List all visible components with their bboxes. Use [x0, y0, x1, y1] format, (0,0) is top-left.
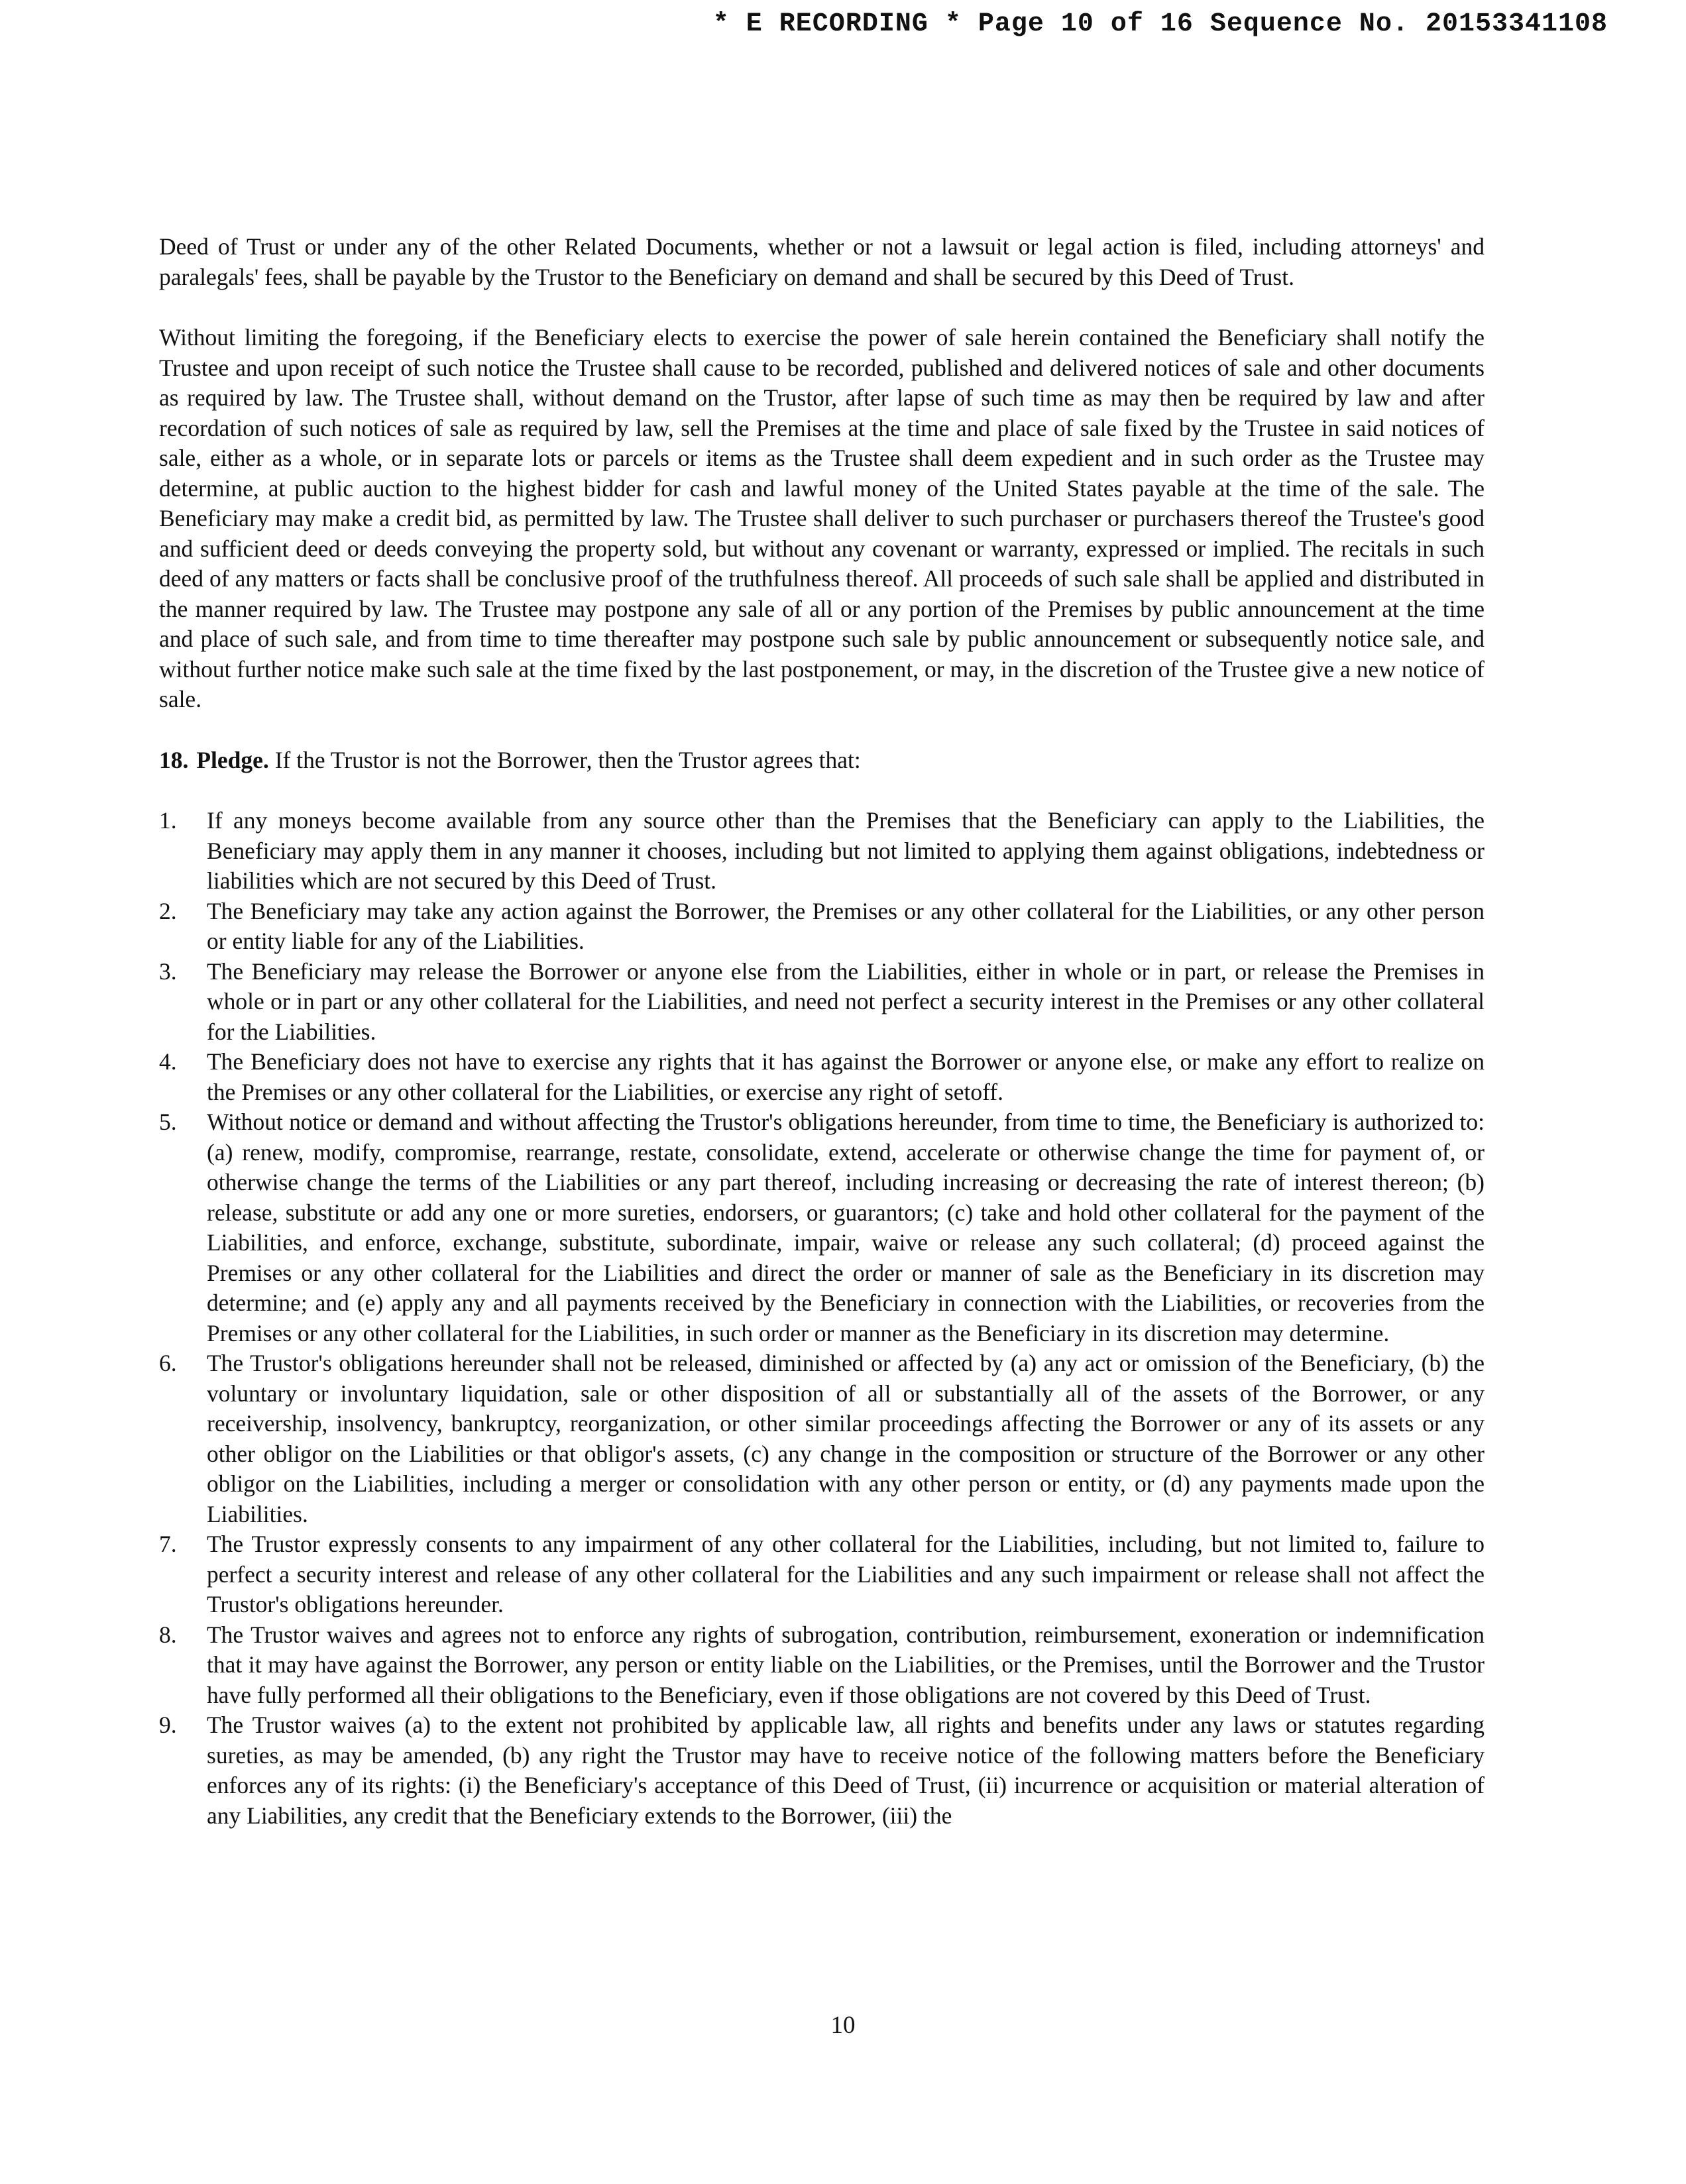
- list-item: [159, 1348, 1485, 1529]
- list-item-text: The Beneficiary may take any action against the Borrower, the Premises or any other collateral for the Liabilities, or any other person or entity liable for any of the Liabilities.: [207, 897, 1485, 954]
- list-item: [159, 957, 1485, 1048]
- page-number: 10: [830, 2012, 856, 2039]
- list-item-number: 5.: [159, 1109, 177, 1135]
- list-item-number: 8.: [159, 1621, 177, 1648]
- list-item-number: 2.: [159, 897, 177, 924]
- list-item: [159, 1710, 1485, 1831]
- list-item-text: The Trustor waives (a) to the extent not prohibited by applicable law, all rights and benefits under any laws or statutes regarding sureties, as may be amended, (b) any right the Trustor may have to receive notice of the following matters before the Beneficiary enforces any of its rights: (i) the Beneficiary's acceptance of this Deed of Trust, (ii) incurrence or acquisition or material alteration of any Liabilities, any credit that the Beneficiary extends to the Borrower, (iii) the: [207, 1712, 1485, 1829]
- list-item: [159, 806, 1485, 897]
- recording-header: * E RECORDING * Page 10 of 16 Sequence No. 20153341108: [712, 9, 1608, 39]
- list-item: [159, 1047, 1485, 1107]
- list-item-number: 9.: [159, 1712, 177, 1738]
- paragraph-continuation: Deed of Trust or under any of the other Related Documents, whether or not a lawsuit or legal action is filed, including attorneys' and paralegals' fees, shall be payable by the Trustor to the Beneficiary on demand and shall be secured by this Deed of Trust.: [159, 233, 1485, 290]
- pledge-list: [159, 806, 1485, 1831]
- list-item-text: Without notice or demand and without affecting the Trustor's obligations hereunder, from time to time, the Beneficiary is authorized to: (a) renew, modify, compromise, rearrange, restate, consolidate, extend, accelerate or otherwise change the time for payment of, or otherwise change the terms of the Liabilities or any part thereof, including increasing or decreasing the rate of interest thereon; (b) release, substitute or add any one or more sureties, endorsers, or guarantors; (c) take and hold other collateral for the payment of the Liabilities, and enforce, exchange, substitute, subordinate, impair, waive or release any such collateral; (d) proceed against the Premises or any other collateral for the Liabilities and direct the order or manner of sale as the Beneficiary in its discretion may determine; and (e) apply any and all payments received by the Beneficiary in connection with the Liabilities, or recoveries from the Premises or any other collateral for the Liabilities, in such order or manner as the Beneficiary in its discretion may determine.: [207, 1109, 1485, 1346]
- list-item-text: If any moneys become available from any source other than the Premises that the Beneficiary can apply to the Liabilities, the Beneficiary may apply them in any manner it chooses, including but not limited to applying them against obligations, indebtedness or liabilities which are not secured by this Deed of Trust.: [207, 807, 1485, 894]
- paragraph-power-of-sale: Without limiting the foregoing, if the Beneficiary elects to exercise the power of sale herein contained the Beneficiary shall notify the Trustee and upon receipt of such notice the Trustee shall cause to be recorded, published and delivered notices of sale and other documents as required by law. The Trustee shall, without demand on the Trustor, after lapse of such time as may then be required by law and after recordation of such notices of sale as required by law, sell the Premises at the time and place of sale fixed by the Trustee in said notices of sale, either as a whole, or in separate lots or parcels or items as the Trustee shall deem expedient and in such order as the Trustee may determine, at public auction to the highest bidder for cash and lawful money of the United States payable at the time of the sale. The Beneficiary may make a credit bid, as permitted by law. The Trustee shall deliver to such purchaser or purchasers thereof the Trustee's good and sufficient deed or deeds conveying the property sold, but without any covenant or warranty, expressed or implied. The recitals in such deed of any matters or facts shall be conclusive proof of the truthfulness thereof. All proceeds of such sale shall be applied and distributed in the manner required by law. The Trustee may postpone any sale of all or any portion of the Premises by public announcement at the time and place of such sale, and from time to time thereafter may postpone such sale by public announcement or subsequently notice sale, and without further notice make such sale at the time fixed by the last postponement, or may, in the discretion of the Trustee give a new notice of sale.: [159, 324, 1485, 712]
- list-item: [159, 1529, 1485, 1620]
- list-item-number: 3.: [159, 957, 177, 985]
- list-item-number: 6.: [159, 1350, 177, 1376]
- section-heading-pledge: [159, 745, 1485, 776]
- list-item: [159, 1620, 1485, 1711]
- list-item-text: The Beneficiary does not have to exercise any rights that it has against the Borrower or anyone else, or make any effort to realize on the Premises or any other collateral for the Liabilities, or exercise any right of setoff.: [207, 1048, 1485, 1105]
- list-item-text: The Trustor waives and agrees not to enforce any rights of subrogation, contribution, reimbursement, exoneration or indemnification that it may have against the Borrower, any person or entity liable on the Liabilities, or the Premises, until the Borrower and the Trustor have fully performed all their obligations to the Beneficiary, even if those obligations are not covered by this Deed of Trust.: [207, 1621, 1485, 1708]
- list-item-text: The Beneficiary may release the Borrower or anyone else from the Liabilities, either in whole or in part, or release the Premises in whole or in part or any other collateral for the Liabilities, and need not perfect a security interest in the Premises or any other collateral for the Liabilities.: [207, 957, 1485, 1045]
- document-body: [159, 232, 1485, 1831]
- list-item-text: The Trustor's obligations hereunder shall not be released, diminished or affected by (a) any act or omission of the Beneficiary, (b) the voluntary or involuntary liquidation, sale or other disposition of all or substantially all of the assets of the Borrower, or any receivership, insolvency, bankruptcy, reorganization, or other similar proceedings affecting the Borrower or any of its assets or any other obligor on the Liabilities or that obligor's assets, (c) any change in the composition or structure of the Borrower or any other obligor on the Liabilities, including a merger or consolidation with any other person or entity, or (d) any payments made upon the Liabilities.: [207, 1350, 1485, 1527]
- list-item: [159, 1107, 1485, 1348]
- list-item-text: The Trustor expressly consents to any impairment of any other collateral for the Liabilities, including, but not limited to, failure to perfect a security interest and release of any other collateral for the Liabilities and any such impairment or release shall not affect the Trustor's obligations hereunder.: [207, 1531, 1485, 1617]
- section-intro: If the Trustor is not the Borrower, then the Trustor agrees that:: [274, 746, 861, 773]
- list-item-number: 1.: [159, 807, 177, 834]
- list-item: [159, 897, 1485, 957]
- section-title: Pledge.: [196, 746, 269, 773]
- list-item-number: 4.: [159, 1048, 177, 1075]
- section-number: 18.: [159, 746, 189, 773]
- list-item-number: 7.: [159, 1531, 177, 1557]
